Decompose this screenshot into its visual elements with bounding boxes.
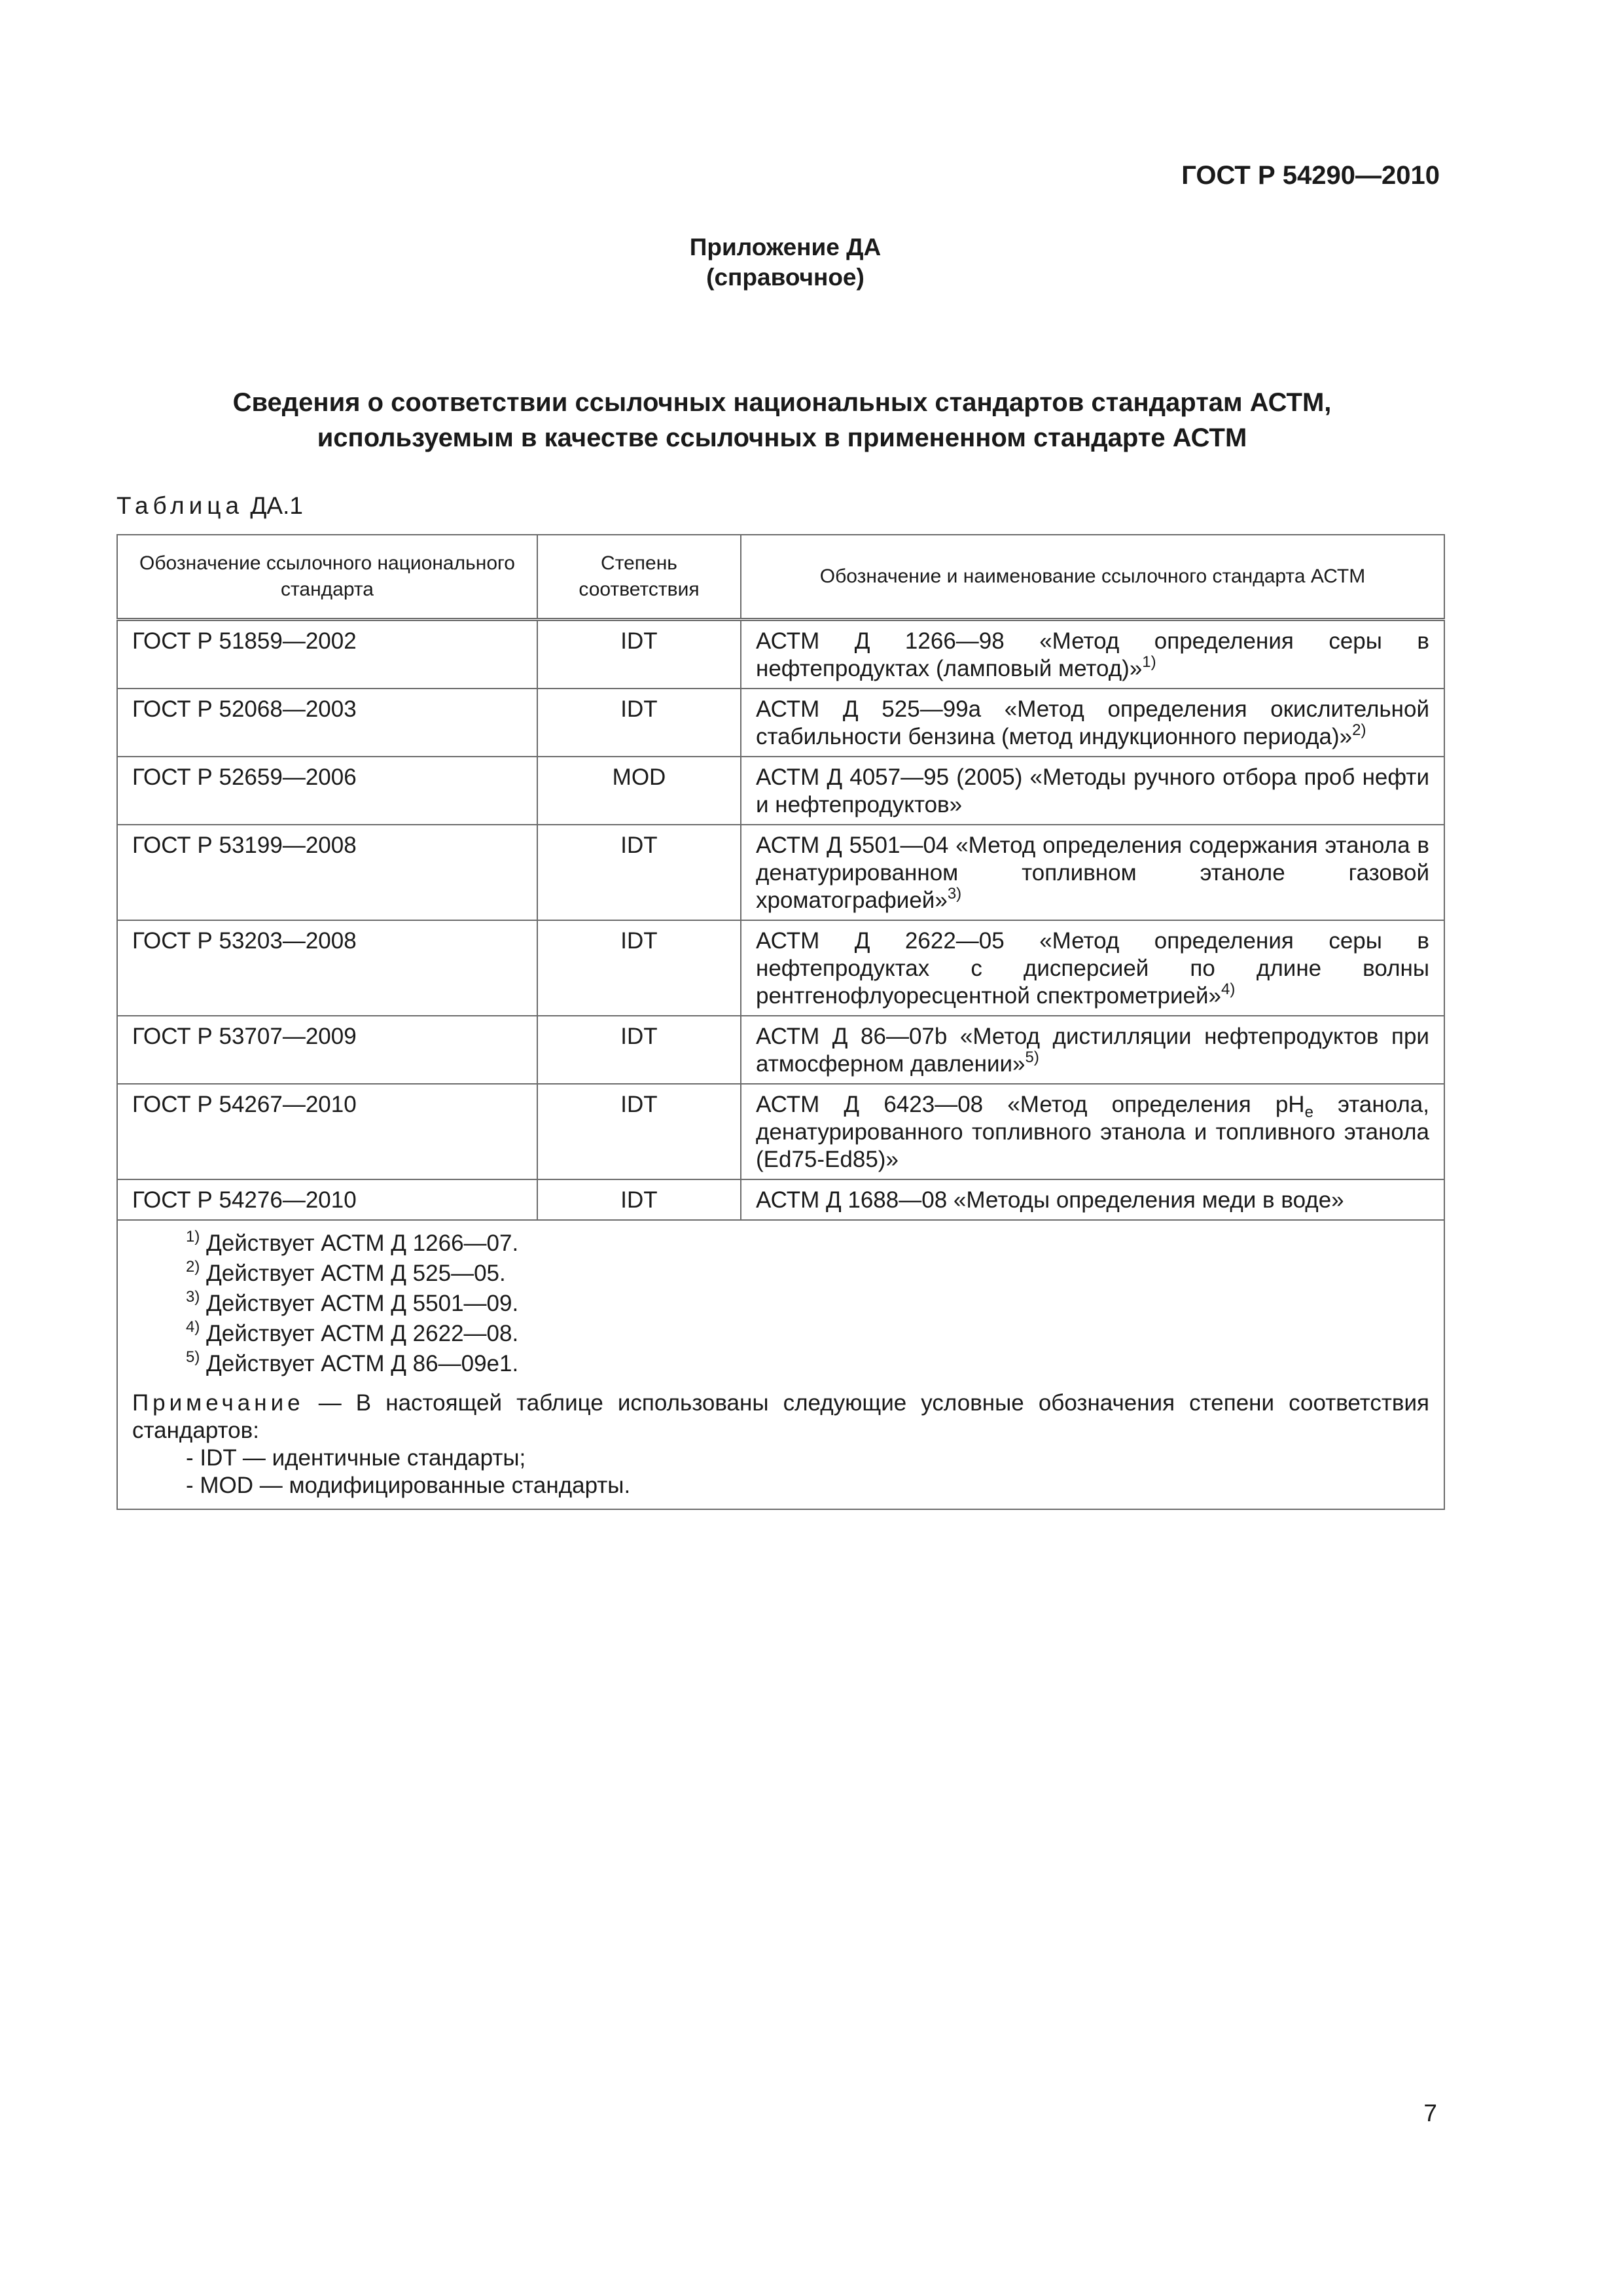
table-row — [117, 920, 1444, 1016]
national-standard-cell: ГОСТ Р 54276—2010 — [117, 1179, 537, 1220]
table-row — [117, 1016, 1444, 1084]
appendix-name: Приложение ДА — [689, 234, 882, 260]
column-header-astm: Обозначение и наименование ссылочного стандарта АСТМ — [741, 535, 1444, 620]
national-standard-cell: ГОСТ Р 53707—2009 — [117, 1016, 537, 1084]
table-label — [116, 492, 303, 520]
table-row — [117, 1084, 1444, 1179]
degree-cell: IDT — [537, 620, 741, 689]
astm-standard-cell — [741, 757, 1444, 825]
astm-standard-text: АСТМ Д 4057—95 (2005) «Методы ручного отбора проб нефти и нефтепродуктов» — [756, 764, 1429, 817]
table-notes — [117, 1220, 1444, 1509]
note-item-idt: - IDT — идентичные стандарты; — [186, 1445, 526, 1471]
footnote-text: Действует АСТМ Д 5501—09. — [200, 1291, 519, 1316]
footnote — [132, 1319, 1429, 1349]
astm-standard-cell — [741, 689, 1444, 757]
national-standard-cell: ГОСТ Р 51859—2002 — [117, 620, 537, 689]
note-item-mod: - MOD — модифицированные стандарты. — [186, 1473, 631, 1498]
appendix-heading — [0, 232, 1571, 293]
footnote — [132, 1349, 1429, 1379]
table-header-row — [117, 535, 1444, 620]
column-header-degree: Степень соответствия — [537, 535, 741, 620]
astm-standard-text: АСТМ Д 1688—08 «Методы определения меди в воде» — [756, 1187, 1344, 1213]
national-standard-cell: ГОСТ Р 54267—2010 — [117, 1084, 537, 1179]
footnote-text: Действует АСТМ Д 525—05. — [200, 1261, 506, 1286]
national-standard-cell: ГОСТ Р 52659—2006 — [117, 757, 537, 825]
national-standard-cell: ГОСТ Р 53199—2008 — [117, 825, 537, 920]
table-notes-row — [117, 1220, 1444, 1509]
degree-cell: IDT — [537, 689, 741, 757]
footnote — [132, 1229, 1429, 1259]
note-text: — В настоящей таблице использованы следующие условные обозначения степени соответствия стандартов: — [132, 1390, 1429, 1443]
astm-standard-text: АСТМ Д 1266—98 «Метод определения серы в нефтепродуктах (ламповый метод)» — [756, 628, 1429, 681]
footnote-mark: 4) — [1221, 980, 1236, 998]
ph-subscript: e — [1304, 1103, 1313, 1121]
footnote-text: Действует АСТМ Д 86—09е1. — [200, 1351, 519, 1376]
footnote-text: Действует АСТМ Д 2622—08. — [200, 1321, 519, 1346]
degree-cell: IDT — [537, 1084, 741, 1179]
astm-standard-text: АСТМ Д 6423—08 «Метод определения pH — [756, 1092, 1305, 1117]
table-label-word: Таблица — [116, 492, 244, 519]
astm-standard-text: АСТМ Д 2622—05 «Метод определения серы в нефтепродуктах с дисперсией по длине волны рентгенофлуоресцентной спектрометрией» — [756, 928, 1429, 1009]
table-label-number: ДА.1 — [250, 492, 303, 519]
astm-standard-cell — [741, 920, 1444, 1016]
national-standard-cell: ГОСТ Р 52068—2003 — [117, 689, 537, 757]
footnote-text: Действует АСТМ Д 1266—07. — [200, 1230, 519, 1256]
degree-cell: IDT — [537, 1016, 741, 1084]
astm-standard-cell — [741, 1084, 1444, 1179]
astm-standard-cell — [741, 1179, 1444, 1220]
astm-standard-cell — [741, 825, 1444, 920]
degree-cell: IDT — [537, 1179, 741, 1220]
table-row — [117, 689, 1444, 757]
document-code: ГОСТ Р 54290—2010 — [1181, 161, 1440, 190]
astm-standard-text: АСТМ Д 525—99а «Метод определения окислительной стабильности бензина (метод индукционного периода)» — [756, 696, 1429, 749]
footnote — [132, 1259, 1429, 1289]
title-line-1: Сведения о соответствии ссылочных национальных стандартов стандартам АСТМ, — [232, 388, 1332, 417]
column-header-national: Обозначение ссылочного национального стандарта — [117, 535, 537, 620]
note-heading: Примечание — [132, 1390, 304, 1416]
footnote-mark: 2) — [186, 1258, 200, 1276]
footnote-mark: 1) — [1142, 653, 1156, 671]
astm-standard-text-continued: этанола, денатурированного топливного этанола и топливного этанола (Ed75-Ed85)» — [756, 1092, 1429, 1172]
footnote-mark: 3) — [947, 885, 962, 903]
table-row — [117, 620, 1444, 689]
table-row — [117, 757, 1444, 825]
degree-cell: IDT — [537, 825, 741, 920]
title-line-2: используемым в качестве ссылочных в примененном стандарте АСТМ — [317, 423, 1247, 452]
degree-cell: IDT — [537, 920, 741, 1016]
astm-standard-cell — [741, 1016, 1444, 1084]
astm-standard-text: АСТМ Д 86—07b «Метод дистилляции нефтепродуктов при атмосферном давлении» — [756, 1024, 1429, 1077]
table-row — [117, 825, 1444, 920]
footnote-mark: 3) — [186, 1288, 200, 1306]
footnote-mark: 4) — [186, 1318, 200, 1336]
astm-standard-cell — [741, 620, 1444, 689]
page-number: 7 — [1423, 2100, 1437, 2126]
footnote-mark: 5) — [1025, 1049, 1039, 1066]
footnote-mark: 1) — [186, 1228, 200, 1246]
table-note — [132, 1390, 1429, 1444]
table-row — [117, 1179, 1444, 1220]
degree-cell: MOD — [537, 757, 741, 825]
footnote-mark: 2) — [1352, 721, 1366, 739]
correspondence-table — [116, 534, 1445, 1510]
document-title — [118, 385, 1446, 456]
footnote — [132, 1289, 1429, 1319]
appendix-kind: (справочное) — [706, 264, 865, 291]
footnote-mark: 5) — [186, 1348, 200, 1366]
astm-standard-text: АСТМ Д 5501—04 «Метод определения содержания этанола в денатурированном топливном этаноле газовой хроматографией» — [756, 833, 1429, 913]
national-standard-cell: ГОСТ Р 53203—2008 — [117, 920, 537, 1016]
